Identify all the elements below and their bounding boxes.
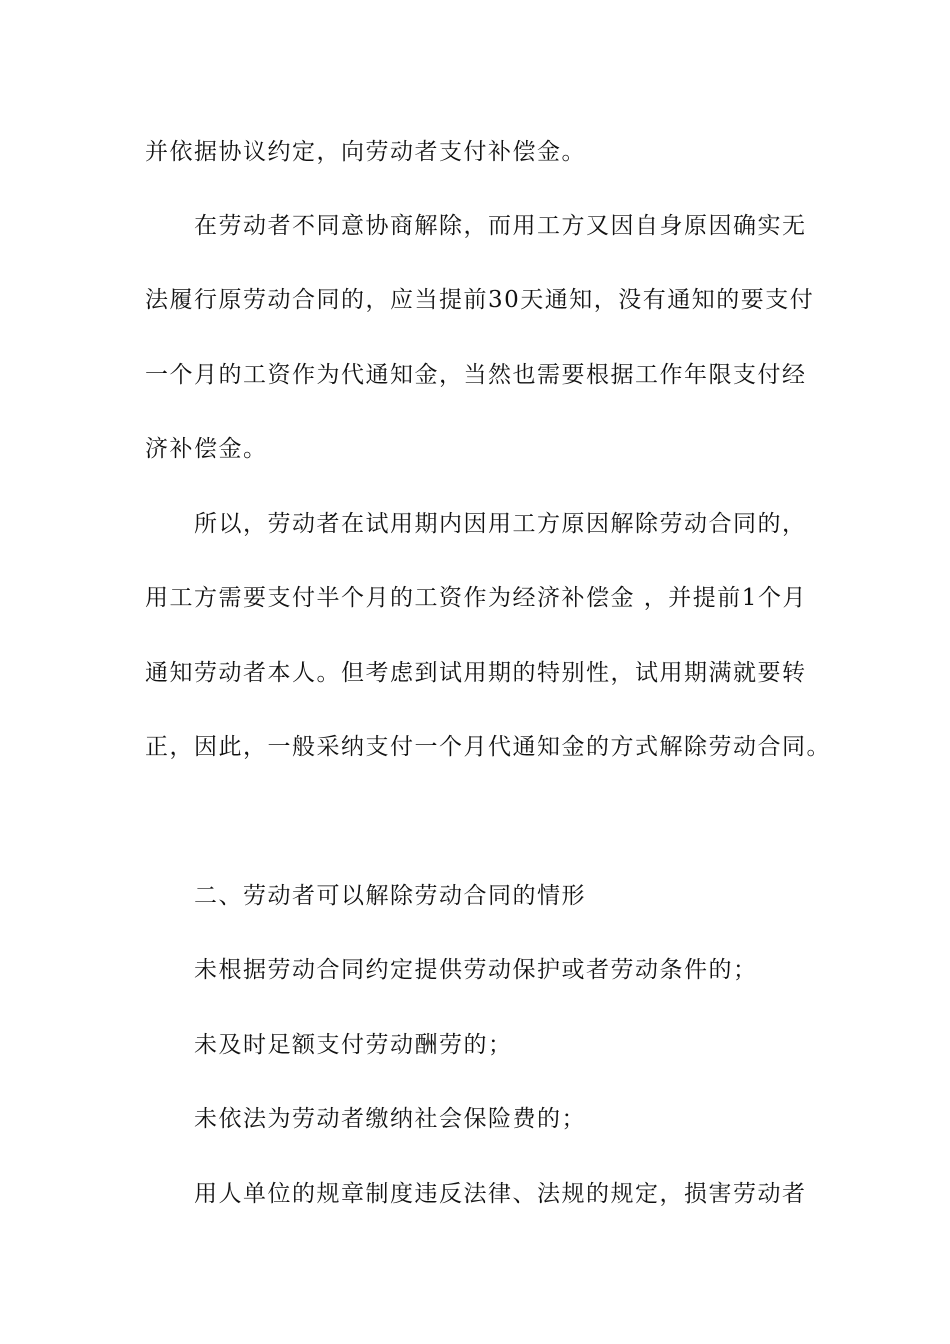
text-line-4: 一个月的工资作为代通知金，当然也需要根据工作年限支付经 xyxy=(145,362,807,388)
text-line-1: 并依据协议约定，向劳动者支付补偿金。 xyxy=(145,139,586,165)
text-line-11: 未根据劳动合同约定提供劳动保护或者劳动条件的； xyxy=(194,957,758,983)
section-heading: 二、劳动者可以解除劳动合同的情形 xyxy=(194,883,586,909)
text-line-5: 济补偿金。 xyxy=(145,436,268,462)
text-line-6: 所以，劳动者在试用期内因用工方原因解除劳动合同的， xyxy=(194,511,807,537)
text-line-7: 用工方需要支付半个月的工资作为经济补偿金 ，并提前1个月 xyxy=(145,585,807,611)
text-line-2: 在劳动者不同意协商解除，而用工方又因自身原因确实无 xyxy=(194,213,807,239)
text-line-13: 未依法为劳动者缴纳社会保险费的； xyxy=(194,1106,586,1132)
text-line-3: 法履行原劳动合同的，应当提前30天通知，没有通知的要支付 xyxy=(145,287,815,313)
text-line-9: 正，因此，一般采纳支付一个月代通知金的方式解除劳动合同。 xyxy=(145,734,831,760)
text-line-12: 未及时足额支付劳动酬劳的； xyxy=(194,1032,513,1058)
text-line-14: 用人单位的规章制度违反法律、法规的规定，损害劳动者 xyxy=(194,1181,807,1207)
text-line-8: 通知劳动者本人。但考虑到试用期的特别性，试用期满就要转 xyxy=(145,660,807,686)
